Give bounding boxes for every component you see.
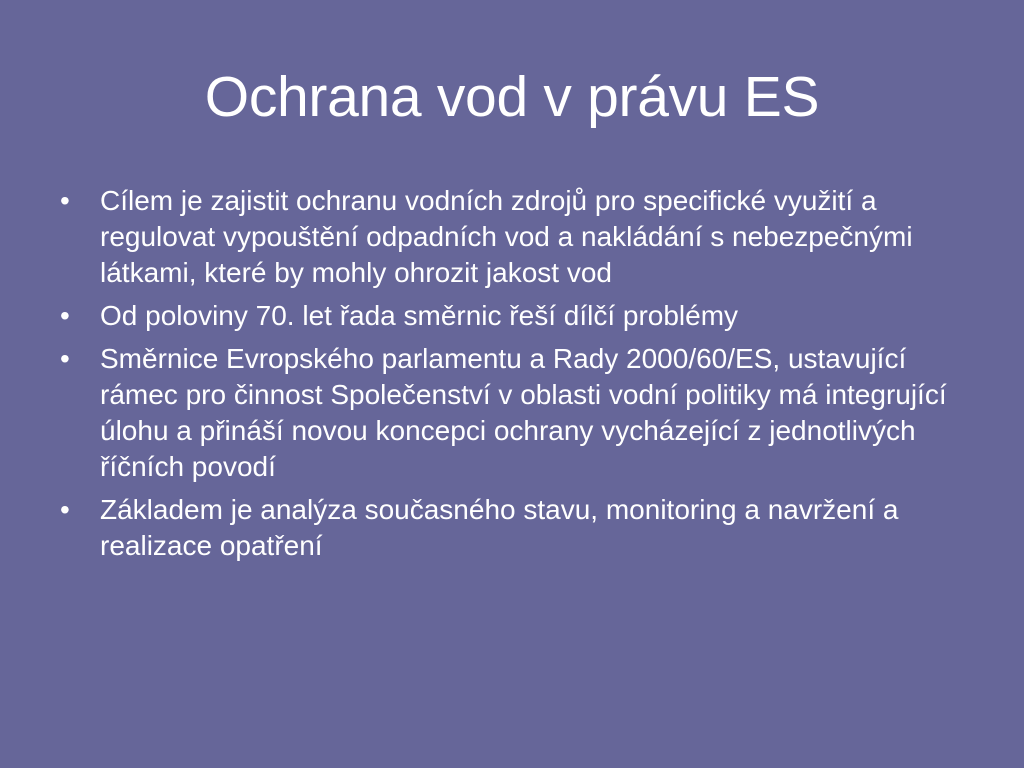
bullet-item-3 <box>58 341 978 485</box>
bullet-item-1 <box>58 183 978 291</box>
bullet-marker: • <box>60 300 70 331</box>
bullet-list <box>58 183 978 571</box>
bullet-item-4 <box>58 492 978 564</box>
bullet-text-1: Cílem je zajistit ochranu vodních zdrojů pro specifické využití a regulovat vypouštění odpadních vod a nakládání s nebezpečnými látkami, které by mohly ohrozit jakost vod <box>100 185 913 288</box>
bullet-text-4: Základem je analýza současného stavu, monitoring a navržení a realizace opatření <box>100 494 899 561</box>
bullet-marker: • <box>60 343 70 374</box>
bullet-marker: • <box>60 494 70 525</box>
bullet-text-2: Od poloviny 70. let řada směrnic řeší dílčí problémy <box>100 300 739 331</box>
bullet-item-2 <box>58 298 978 334</box>
bullet-text-3: Směrnice Evropského parlamentu a Rady 2000/60/ES, ustavující rámec pro činnost Společenství v oblasti vodní politiky má integrující úlohu a přináší novou koncepci ochrany vycházející z jednotlivých říčních povodí <box>100 343 947 482</box>
slide-title: Ochrana vod v právu ES <box>204 65 820 129</box>
bullet-marker: • <box>60 185 70 216</box>
